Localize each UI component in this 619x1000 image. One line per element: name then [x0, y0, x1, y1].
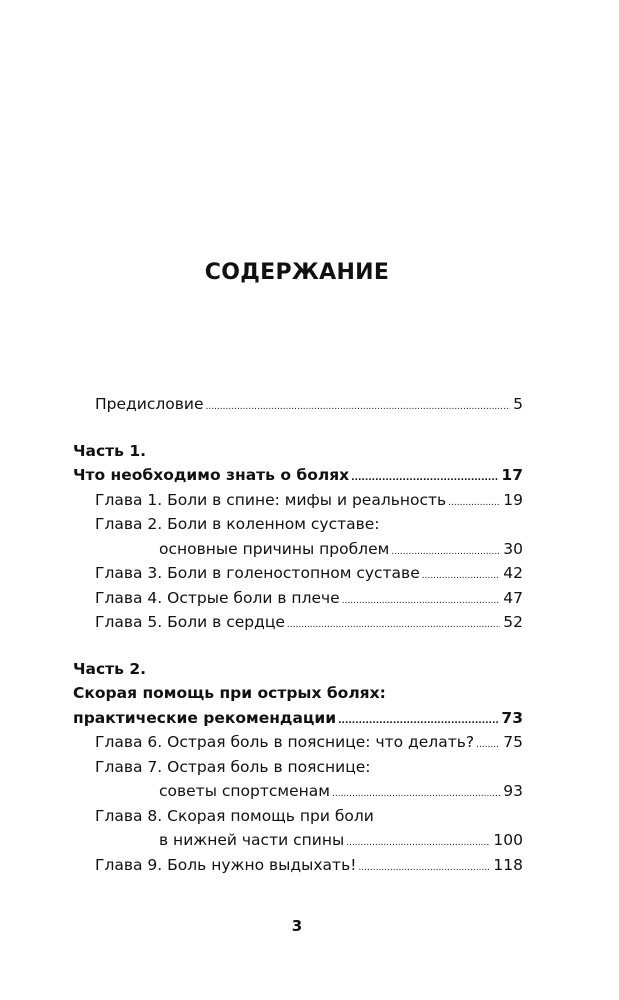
toc-entry-chapter-2 — [73, 540, 523, 565]
toc-page-number: 5 — [513, 395, 523, 413]
toc-entry-chapter-4 — [73, 589, 523, 614]
toc-entry-title: основные причины проблем — [159, 539, 390, 558]
toc-entry-title: Что необходимо знать о болях — [73, 466, 350, 484]
toc-entry-title: Глава 3. Боли в голеностопном суставе — [95, 564, 420, 582]
toc-entry-chapter-7 — [73, 782, 523, 807]
table-of-contents — [73, 395, 523, 880]
toc-entry-title: в нижней части спины — [159, 831, 345, 849]
page-number: 3 — [291, 917, 303, 935]
toc-entry-chapter-8-line-1: Глава 8. Скорая помощь при боли — [95, 806, 374, 825]
toc-entry-chapter-8 — [73, 831, 523, 856]
toc-entry-part-2 — [73, 709, 523, 734]
dot-leader — [346, 838, 490, 848]
toc-entry-chapter-9 — [73, 856, 523, 881]
toc-page-number: 75 — [503, 733, 523, 751]
toc-page-number: 30 — [503, 539, 523, 558]
toc-entry-title: Глава 1. Боли в спине: мифы и реальность — [95, 490, 447, 509]
toc-entry-part-1 — [73, 466, 523, 491]
dot-leader — [476, 740, 500, 750]
toc-entry-chapter-1 — [73, 491, 523, 516]
toc-entry-title: практические рекомендации — [73, 708, 337, 727]
part-2-title-line-1: Скорая помощь при острых болях: — [73, 684, 386, 702]
dot-leader — [351, 473, 498, 483]
toc-entry-chapter-3 — [73, 564, 523, 589]
dot-leader — [338, 716, 498, 726]
toc-entry-chapter-7-line-1: Глава 7. Острая боль в пояснице: — [95, 757, 371, 776]
toc-page-number: 93 — [503, 782, 523, 800]
toc-entry-chapter-5 — [73, 613, 523, 638]
toc-entry-chapter-6 — [73, 733, 523, 758]
dot-leader — [342, 596, 501, 606]
toc-entry-preface — [73, 395, 523, 420]
toc-page-number: 100 — [493, 831, 523, 849]
toc-entry-title: Глава 4. Острые боли в плече — [95, 588, 340, 607]
toc-page-number: 17 — [501, 466, 523, 484]
toc-page-number: 42 — [503, 564, 523, 582]
dot-leader — [448, 498, 500, 508]
dot-leader — [287, 620, 500, 630]
dot-leader — [332, 789, 500, 799]
toc-page-number: 73 — [501, 708, 523, 727]
dot-leader — [391, 547, 500, 557]
toc-page-number: 19 — [503, 490, 523, 509]
dot-leader — [358, 863, 490, 873]
page-title: СОДЕРЖАНИЕ — [204, 260, 390, 285]
toc-entry-title: Глава 9. Боль нужно выдыхать! — [95, 855, 357, 874]
toc-entry-title: Глава 6. Острая боль в пояснице: что делать? — [95, 733, 475, 751]
toc-entry-title: Глава 5. Боли в сердце — [95, 613, 285, 631]
toc-page-number: 118 — [493, 855, 523, 874]
toc-page-number: 47 — [503, 588, 523, 607]
toc-entry-chapter-2-line-1: Глава 2. Боли в коленном суставе: — [95, 515, 380, 533]
part-2-label: Часть 2. — [73, 659, 147, 678]
part-1-label: Часть 1. — [73, 441, 147, 460]
dot-leader — [205, 402, 510, 412]
toc-entry-title: советы спортсменам — [159, 782, 330, 800]
toc-entry-title: Предисловие — [95, 395, 204, 413]
toc-page-number: 52 — [503, 613, 523, 631]
dot-leader — [422, 571, 501, 581]
